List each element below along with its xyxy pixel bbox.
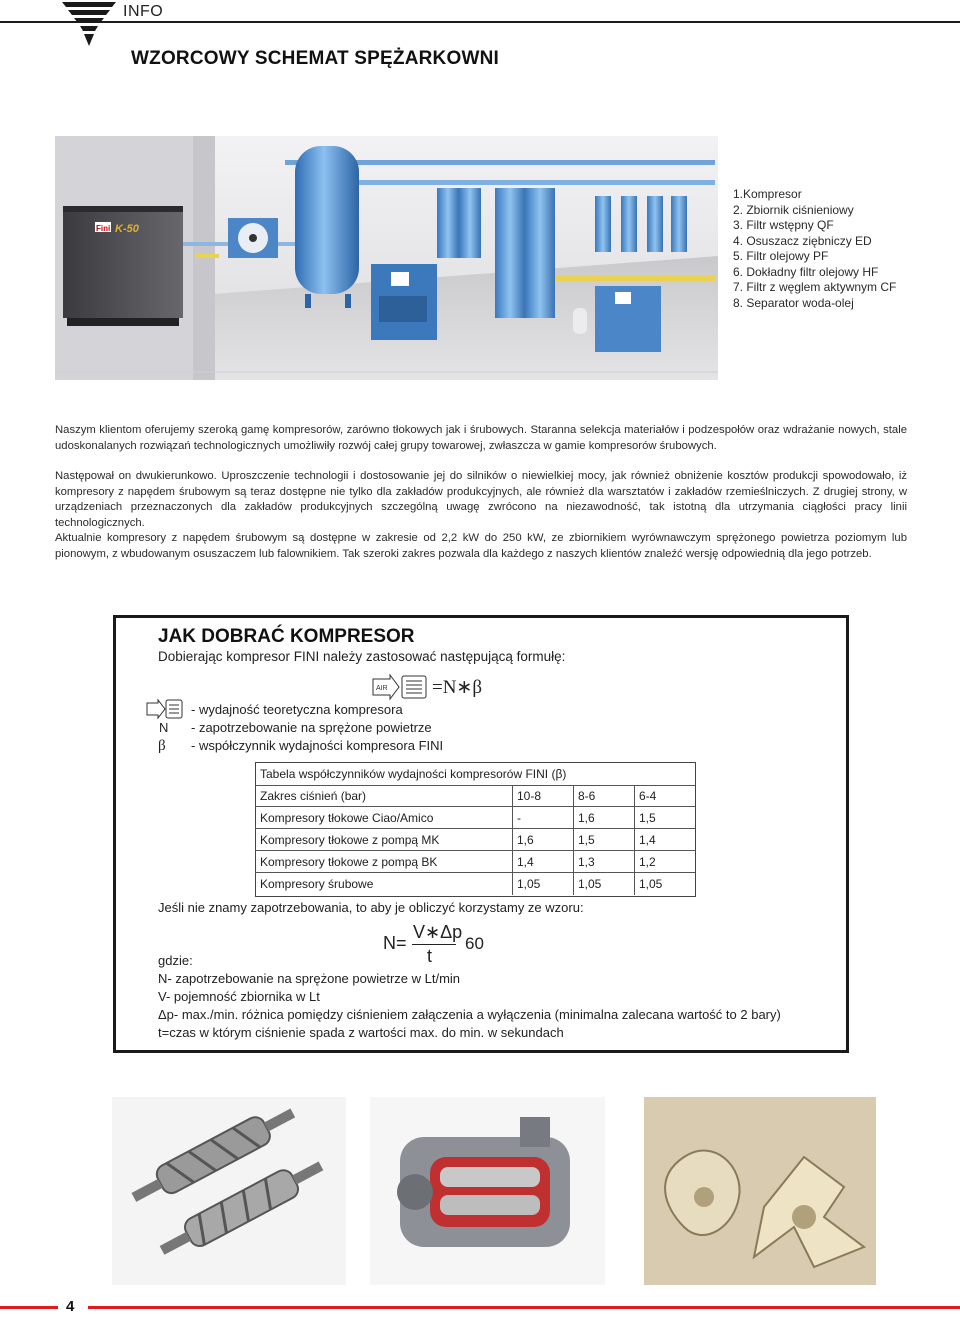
table-cell: 6-4 bbox=[639, 789, 657, 803]
air-label: AIR bbox=[376, 685, 388, 692]
paragraph-intro: Naszym klientom oferujemy szeroką gamę kompresorów, zarówno tłokowych jak i śrubowych. Staranna selekcja materiałów i podzespołów oraz wdrażanie nowych, stale udoskonalanych rozwiązań technologicznych umożliwiły rozwój całej grupy towarowej, zwłaszcza w gamie kompresorów śrubowych. bbox=[55, 424, 907, 452]
definition-capacity: - wydajność teoretyczna kompresora bbox=[191, 702, 403, 717]
table-cell: 1,05 bbox=[639, 877, 663, 891]
definition-symbol-n: N bbox=[159, 720, 169, 735]
formula2-fraction-bar bbox=[412, 944, 456, 945]
box-subtitle: Dobierając kompresor FINI należy zastosować następującą formułę: bbox=[158, 649, 566, 664]
air-compressor-formula-icon bbox=[372, 673, 428, 701]
table-cell: Kompresory tłokowe z pompą BK bbox=[260, 855, 438, 869]
formula-intro: Jeśli nie znamy zapotrzebowania, to aby je obliczyć korzystamy ze wzoru: bbox=[158, 900, 584, 915]
table-cell: 1,2 bbox=[639, 855, 656, 869]
table-cell: Kompresory śrubowe bbox=[260, 877, 374, 891]
table-divider bbox=[512, 785, 513, 895]
table-cell: 10-8 bbox=[517, 789, 542, 803]
definition2: N- zapotrzebowanie na sprężone powietrze w Lt/min bbox=[158, 971, 461, 986]
legend-item: 1.Kompresor bbox=[733, 187, 802, 201]
table-divider bbox=[255, 828, 695, 829]
screw-rotors-photo bbox=[112, 1097, 346, 1285]
table-divider bbox=[255, 872, 695, 873]
footer-rule bbox=[88, 1306, 960, 1309]
legend-item: 2. Zbiornik ciśnieniowy bbox=[733, 203, 854, 217]
air-compressor-symbol-icon bbox=[146, 698, 184, 720]
definition-beta: - współczynnik wydajności kompresora FINI bbox=[191, 738, 444, 753]
definition-demand: - zapotrzebowanie na sprężone powietrze bbox=[191, 720, 432, 735]
page-title: WZORCOWY SCHEMAT SPĘŻARKOWNI bbox=[131, 48, 499, 69]
table-caption: Tabela współczynników wydajności kompresorów FINI (β) bbox=[260, 767, 567, 781]
table-cell: 1,4 bbox=[517, 855, 534, 869]
table-cell: 1,6 bbox=[517, 833, 534, 847]
table-cell: 1,05 bbox=[517, 877, 541, 891]
section-label: INFO bbox=[123, 3, 164, 20]
table-cell: 1,5 bbox=[578, 833, 595, 847]
screw-block-cutaway-photo bbox=[370, 1097, 605, 1285]
compressor-brand-logo: Fini bbox=[96, 224, 111, 233]
compressor-model-logo: K-50 bbox=[115, 223, 139, 235]
footer-rule bbox=[0, 1306, 58, 1309]
definition2: t=czas w którym ciśnienie spada z wartości max. do min. w sekundach bbox=[158, 1025, 564, 1040]
table-divider bbox=[255, 806, 695, 807]
definition-symbol-beta: β bbox=[158, 738, 166, 754]
formula-main: =N∗β bbox=[432, 677, 483, 698]
box-title: JAK DOBRAĆ KOMPRESOR bbox=[158, 626, 415, 647]
formula2-factor: 60 bbox=[465, 934, 484, 953]
paragraph-development: Następował on dwukierunkowo. Uproszczenie technologii i dostosowanie jej do silników o niewielkiej mocy, jak również obniżenie kosztów produkcji spowodowało, iż kompresory z napędem śrubowym są teraz dostępne nie tylko dla zakładów produkcyjnych, ale również dla warsztatów i zakładów rzemieślniczych. Z drugiej strony, w urządzeniach przeznaczonych dla zakładów produkcyjnych szczególną uwagę zwrócono na niezawodność, tak istotną dla utrzymania ciągłości pracy linii technologicznych. bbox=[55, 470, 907, 529]
header-logo-stripes-icon bbox=[60, 0, 120, 48]
table-divider bbox=[634, 785, 635, 895]
table-cell: Kompresory tłokowe Ciao/Amico bbox=[260, 811, 434, 825]
legend-item: 3. Filtr wstępny QF bbox=[733, 218, 834, 232]
table-cell: 8-6 bbox=[578, 789, 596, 803]
formula2-lhs: N= bbox=[383, 933, 407, 953]
table-cell: Kompresory tłokowe z pompą MK bbox=[260, 833, 440, 847]
formula2-denominator: t bbox=[427, 946, 433, 966]
table-cell: - bbox=[517, 811, 521, 825]
table-divider bbox=[255, 785, 695, 786]
table-divider bbox=[255, 850, 695, 851]
legend-item: 6. Dokładny filtr olejowy HF bbox=[733, 265, 879, 279]
definition2: V- pojemność zbiornika w Lt bbox=[158, 989, 320, 1004]
table-divider bbox=[573, 785, 574, 895]
legend-item: 5. Filtr olejowy PF bbox=[733, 249, 829, 263]
compressor-room-photo bbox=[55, 136, 718, 380]
page-number: 4 bbox=[66, 1298, 75, 1315]
rotor-profile-photo bbox=[644, 1097, 876, 1285]
table-cell: 1,6 bbox=[578, 811, 595, 825]
table-cell: Zakres ciśnień (bar) bbox=[260, 789, 367, 803]
formula2-numerator: V∗Δp bbox=[413, 922, 463, 942]
legend-item: 4. Osuszacz ziębniczy ED bbox=[733, 234, 872, 248]
paragraph-range: Aktualnie kompresory z napędem śrubowym są dostępne w zakresie od 2,2 kW do 250 kW, ze zbiornikiem wyrównawczym sprężonego powietrza poziomym lub pionowym, z wbudowanym osuszaczem lub falownikiem. Tak szeroki zakres pozwala dla każdego z naszych klientów znaleźć wersję odpowiednią dla jego potrzeb. bbox=[55, 532, 907, 560]
table-cell: 1,3 bbox=[578, 855, 595, 869]
legend-item: 7. Filtr z węglem aktywnym CF bbox=[733, 280, 897, 294]
legend-item: 8. Separator woda-olej bbox=[733, 296, 854, 310]
table-cell: 1,4 bbox=[639, 833, 656, 847]
header-rule bbox=[0, 21, 960, 23]
table-cell: 1,5 bbox=[639, 811, 656, 825]
where-label: gdzie: bbox=[158, 953, 193, 968]
table-cell: 1,05 bbox=[578, 877, 602, 891]
definition2: Δp- max./min. różnica pomiędzy ciśnieniem załączenia a wyłączenia (minimalna zalecana wartość to 2 bary) bbox=[158, 1007, 781, 1022]
